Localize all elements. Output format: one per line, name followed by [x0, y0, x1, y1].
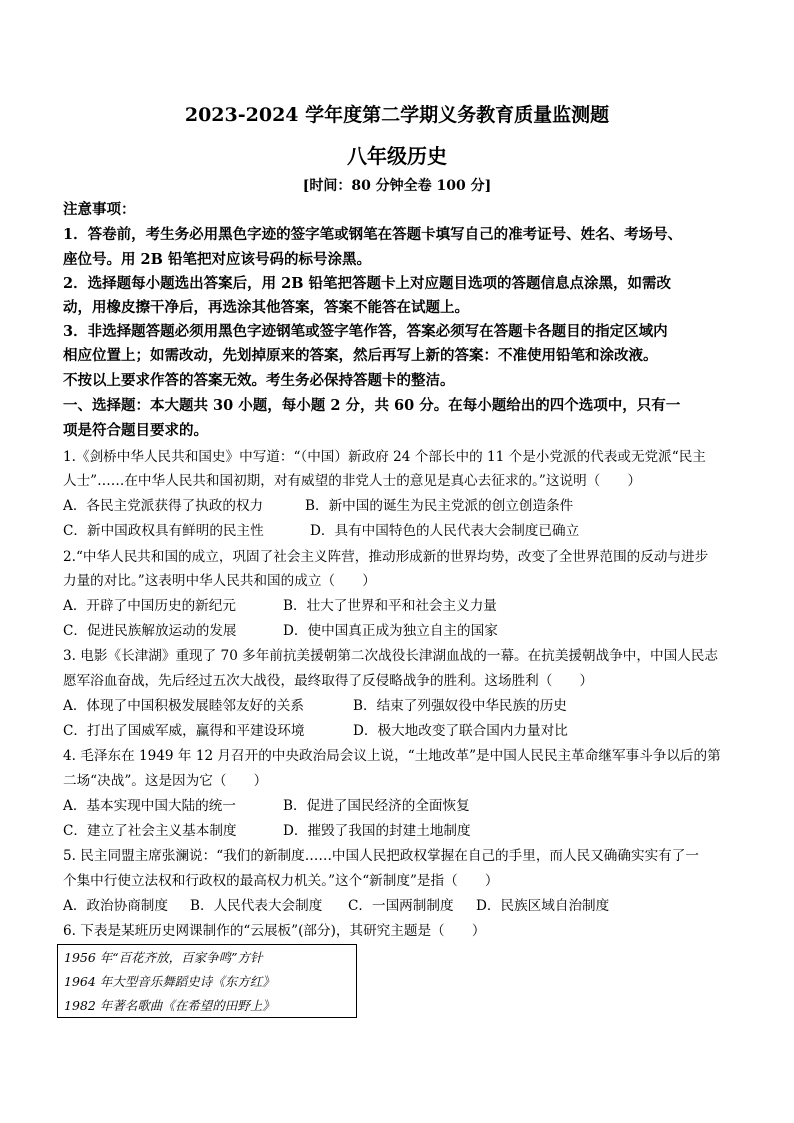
question-1-option-d: D．具有中国特色的人民代表大会制度已确立	[310, 523, 580, 539]
notice-item-1: 1．答卷前，考生务必用黑色字迹的签字笔或钢笔在答题卡填写自己的准考证号、姓名、考场号、	[63, 226, 683, 243]
question-2-stem: 2.“中华人民共和国的成立，巩固了社会主义阵营，推动形成新的世界均势，改变了全世界范围的反动与进步	[63, 549, 709, 565]
question-4-option-d: D．摧毁了我国的封建土地制度	[283, 823, 471, 839]
question-1-stem: 1.《剑桥中华人民共和国史》中写道：“（中国）新政府 24 个部长中的 11 个是小党派的代表或无党派“民主	[63, 449, 706, 465]
exhibit-row-3: 1982 年著名歌曲《在希望的田野上》	[64, 998, 275, 1013]
question-4-stem-cont: 二场“决战”。这是因为它（ ）	[63, 773, 268, 789]
question-2-option-d: D．使中国真正成为独立自主的国家	[283, 623, 498, 639]
question-1-option-c: C．新中国政权具有鲜明的民主性	[63, 523, 264, 539]
section-heading-cont: 项是符合题目要求的。	[63, 422, 208, 439]
question-3-option-d: D．极大地改变了联合国内力量对比	[353, 723, 568, 739]
notice-item-1-cont: 座位号。用 2B 铅笔把对应该号码的标号涂黑。	[63, 251, 371, 268]
question-4-option-c: C．建立了社会主义基本制度	[63, 823, 237, 839]
question-4-stem: 4. 毛泽东在 1949 年 12 月召开的中央政治局会议上说，“土地改革”是中国人民民主革命继军事斗争以后的第	[63, 748, 721, 764]
exhibit-row-1: 1956 年“百花齐放，百家争鸣”方针	[64, 950, 263, 965]
question-5-option-b: B．人民代表大会制度	[190, 898, 323, 914]
question-3-stem: 3. 电影《长津湖》重现了 70 多年前抗美援朝第二次战役长津湖血战的一幕。在抗美援朝战争中，中国人民志	[63, 648, 718, 664]
question-3-option-b: B．结束了列强奴役中华民族的历史	[353, 698, 567, 714]
question-3-stem-cont: 愿军浴血奋战，先后经过五次大战役，最终取得了反侵略战争的胜利。这场胜利（ ）	[63, 673, 594, 689]
question-5-stem: 5. 民主同盟主席张澜说：“我们的新制度……中国人民把政权掌握在自己的手里，而人民又确确实实有了一	[63, 848, 699, 864]
notice-item-3: 3．非选择题答题必须用黑色字迹钢笔或签字笔作答，答案必须写在答题卡各题目的指定区域内	[63, 323, 668, 340]
question-1-option-b: B．新中国的诞生为民主党派的创立创造条件	[305, 498, 574, 514]
question-4-option-a: A．基本实现中国大陆的统一	[63, 798, 236, 814]
question-2-option-a: A．开辟了中国历史的新纪元	[63, 598, 236, 614]
question-5-option-d: D．民族区域自治制度	[476, 898, 610, 914]
question-1-stem-cont: 人士”……在中华人民共和国初期，对有威望的非党人士的意见是真心去征求的。”这说明（ ）	[63, 473, 642, 489]
section-heading: 一、选择题：本大题共 30 小题，每小题 2 分，共 60 分。在每小题给出的四个选项中，只有一	[63, 397, 681, 414]
question-6-stem: 6. 下表是某班历史网课制作的“云展板”(部分)，其研究主题是（ ）	[63, 923, 486, 939]
exam-info: [时间：80 分钟全卷 100 分]	[302, 178, 492, 194]
question-5-stem-cont: 个集中行使立法权和行政权的最高权力机关。”这个“新制度”是指（ ）	[63, 873, 499, 889]
question-3-option-a: A．体现了中国积极发展睦邻友好的关系	[63, 698, 304, 714]
notice-heading: 注意事项：	[63, 201, 136, 218]
question-5-option-a: A．政治协商制度	[63, 898, 168, 914]
exam-subtitle: 八年级历史	[347, 144, 447, 168]
cloud-exhibit-board	[57, 944, 357, 1018]
question-2-option-c: C．促进民族解放运动的发展	[63, 623, 237, 639]
question-2-option-b: B．壮大了世界和平和社会主义力量	[283, 598, 497, 614]
exam-title: 2023-2024 学年度第二学期义务教育质量监测题	[184, 104, 610, 126]
question-3-option-c: C．打出了国威军威，赢得和平建设环境	[63, 723, 305, 739]
notice-item-3-cont2: 不按以上要求作答的答案无效。考生务必保持答题卡的整洁。	[63, 372, 455, 389]
exhibit-row-2: 1964 年大型音乐舞蹈史诗《东方红》	[64, 974, 275, 989]
question-5-option-c: C．一国两制制度	[348, 898, 454, 914]
question-4-option-b: B．促进了国民经济的全面恢复	[283, 798, 470, 814]
notice-item-3-cont: 相应位置上；如需改动，先划掉原来的答案，然后再写上新的答案：不准使用铅笔和涂改液。	[63, 347, 658, 364]
question-1-option-a: A．各民主党派获得了执政的权力	[63, 498, 264, 514]
question-2-stem-cont: 力量的对比。”这表明中华人民共和国的成立（ ）	[63, 573, 376, 589]
notice-item-2-cont: 动，用橡皮擦干净后，再选涂其他答案，答案不能答在试题上。	[63, 299, 469, 316]
notice-item-2: 2．选择题每小题选出答案后，用 2B 铅笔把答题卡上对应题目选项的答题信息点涂黑，如需改	[63, 275, 672, 292]
